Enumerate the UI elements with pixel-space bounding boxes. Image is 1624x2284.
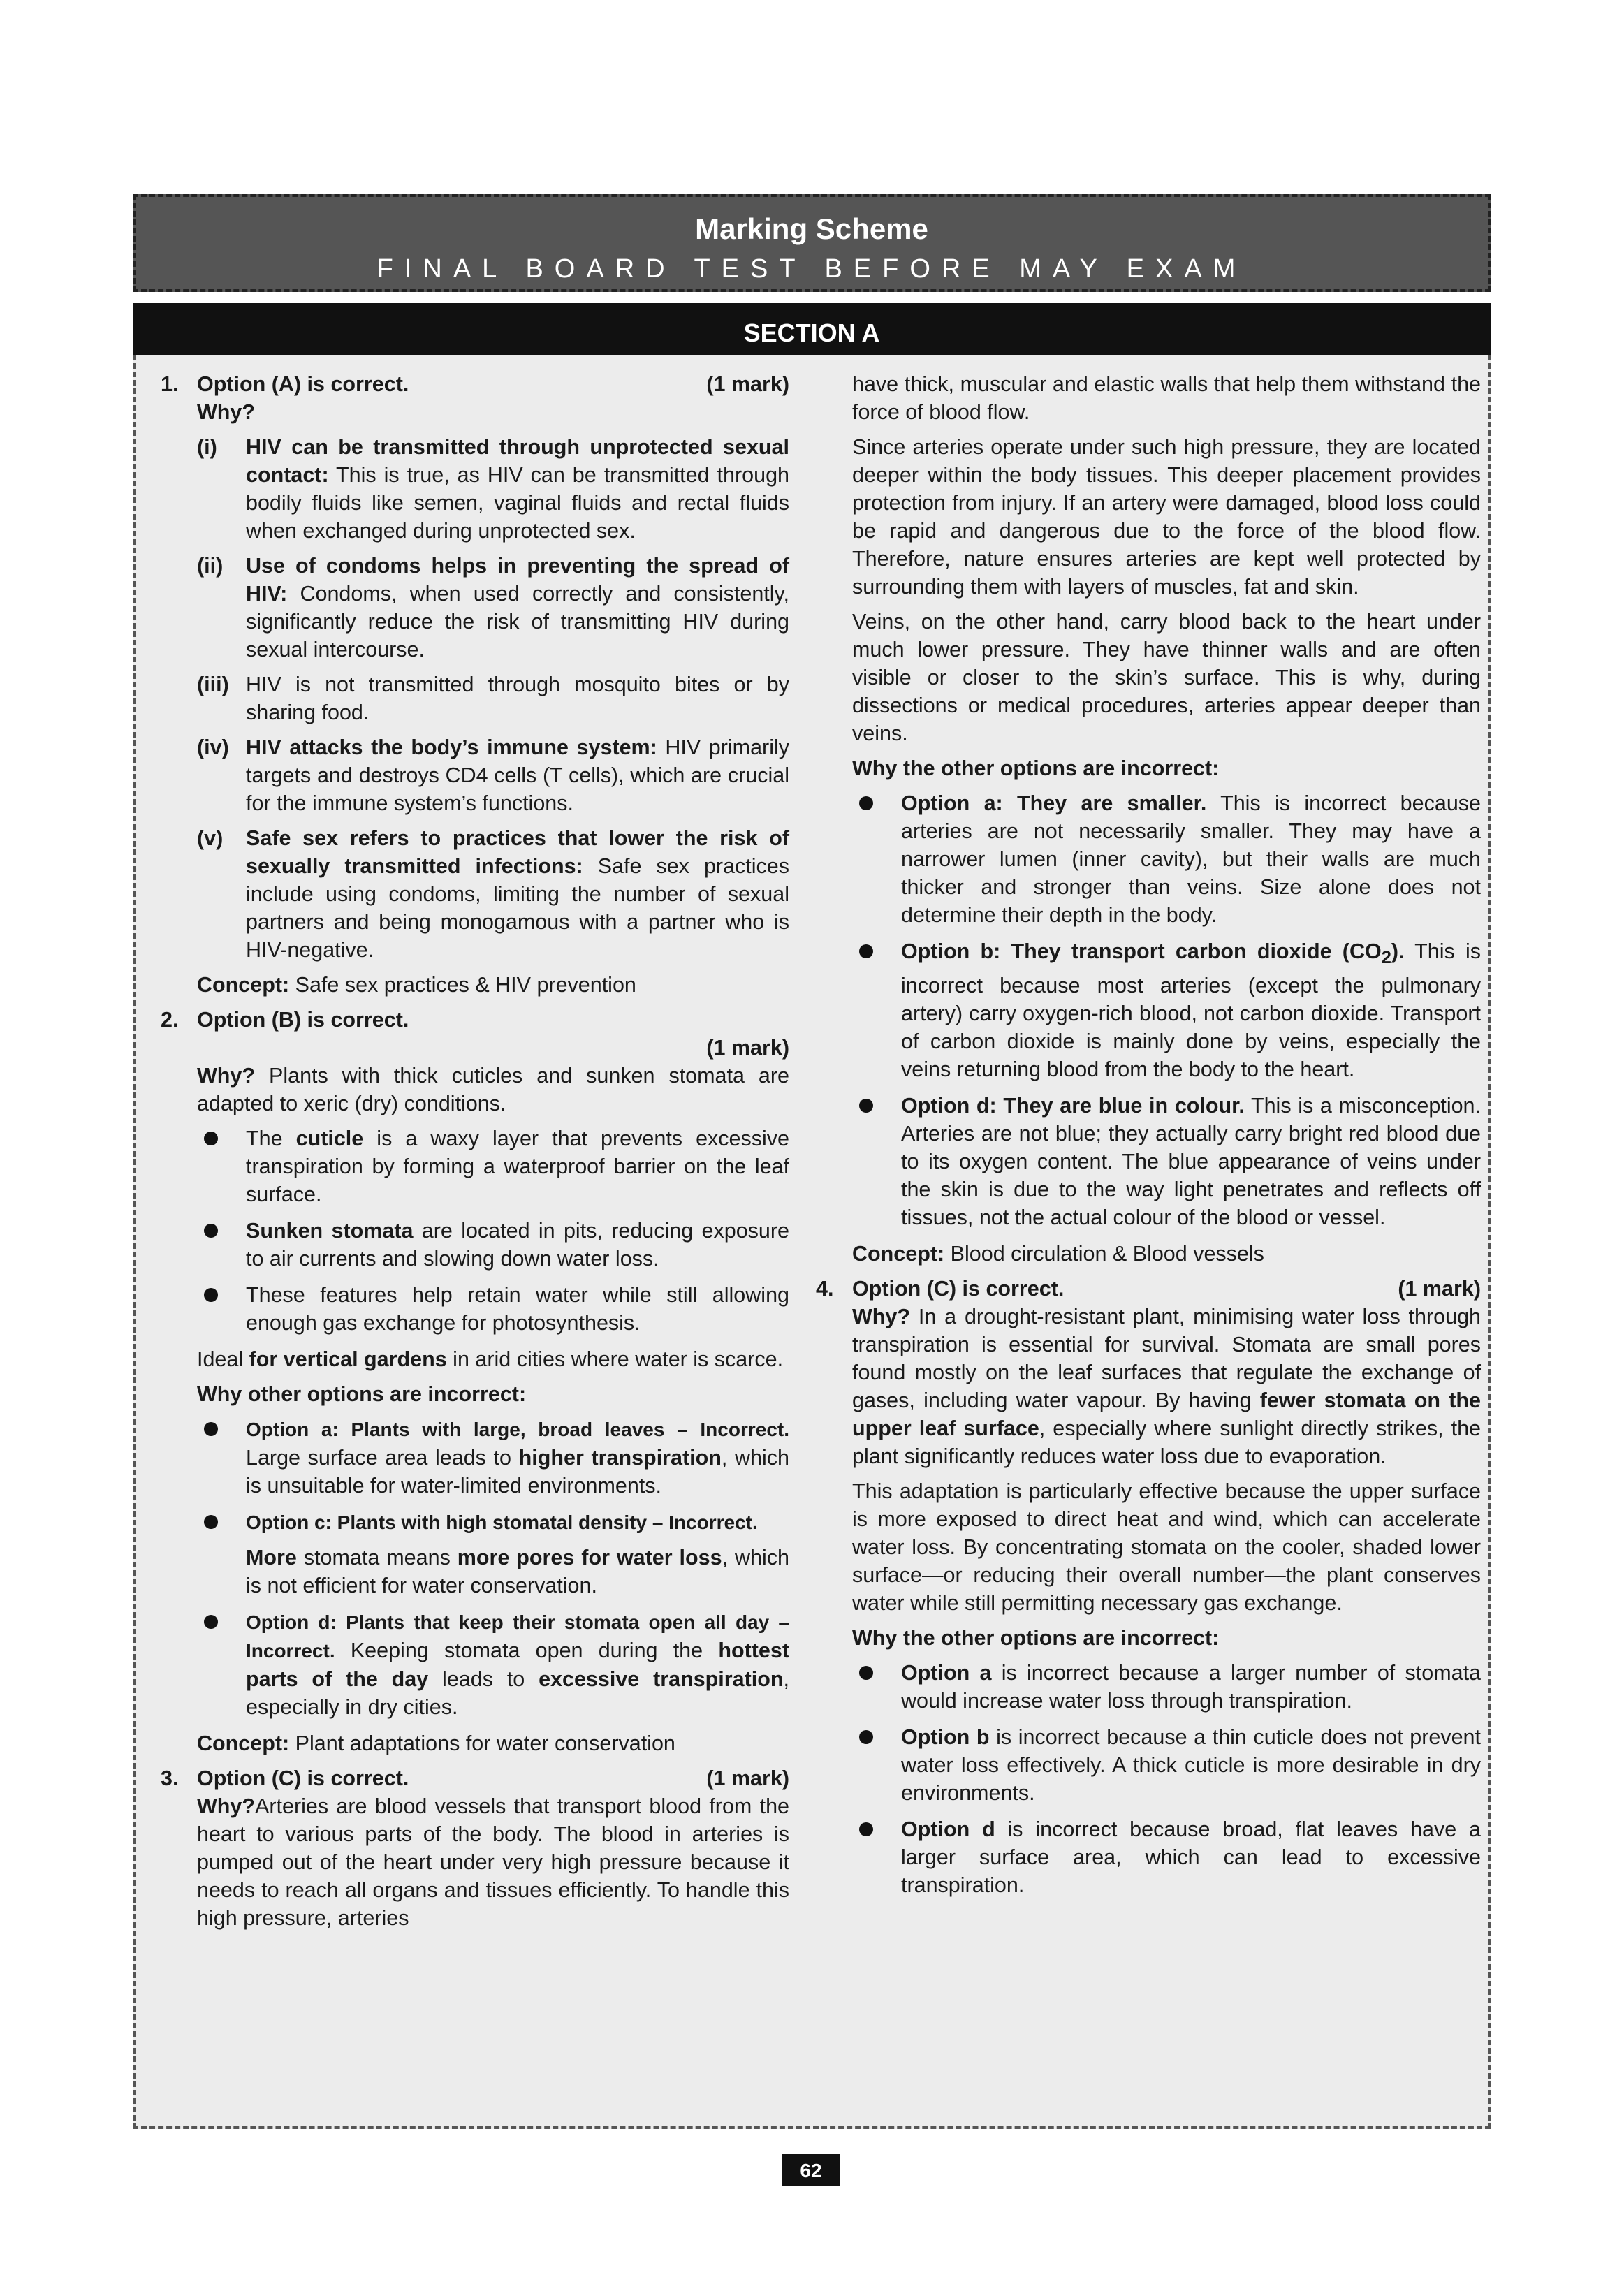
why-label: Why? (197, 1794, 256, 1818)
why-bold: fewer stomata on the upper leaf surface (852, 1389, 1481, 1441)
bullet-icon (859, 796, 873, 810)
why-paragraph (852, 1303, 1481, 1470)
bullet-item (197, 1125, 789, 1208)
question-head (197, 370, 789, 398)
answer-line: Option (A) is correct. (197, 372, 409, 396)
bullet-text: are located in pits, reducing exposure to air currents and slowing down water loss. (246, 1219, 789, 1271)
option-text: , especially in dry cities. (246, 1667, 789, 1719)
concept-text: Safe sex practices & HIV prevention (289, 973, 636, 997)
option-bold: Option b (901, 1725, 990, 1750)
bullet-icon (859, 1730, 873, 1744)
question-number: 4. (816, 1277, 834, 1301)
reason-bold: Safe sex refers to practices that lower the risk of sexually transmitted infections: (246, 826, 789, 878)
option-text: , which is unsuitable for water-limited environments. (246, 1446, 789, 1498)
option-text: This is incorrect because arteries are not necessarily smaller. They may have a narrower lumen (inner cavity), but their walls are much thicker and stronger than veins. Size alone does not determine their depth in the body. (901, 791, 1481, 927)
bullet-icon (204, 1288, 218, 1302)
bullet-icon (859, 944, 873, 958)
why-text: Plants with thick cuticles and sunken stomata are adapted to xeric (dry) conditions. (197, 1064, 789, 1115)
option-detail (246, 1544, 789, 1599)
mark-label: (1 mark) (706, 1766, 789, 1790)
bullet-item (852, 789, 1481, 929)
option-bold: Option b: They transport carbon dioxide (CO (901, 939, 1382, 963)
bullet-text: The (246, 1127, 296, 1150)
option-bold: ). (1391, 939, 1405, 963)
concept-line (197, 971, 789, 999)
reason-text: This is true, as HIV can be transmitted through bodily fluids like semen, vaginal fluids and rectal fluids when exchanged during unprotected sex. (246, 463, 789, 543)
question-number: 2. (161, 1008, 179, 1032)
option-text: This is a misconception. Arteries are not blue; they actually carry bright red blood due to its oxygen content. The blue appearance of veins under the skin is due to the way light penetrates and reflects off tissues, not the actual colour of the blood or vessel. (901, 1094, 1481, 1230)
section-title: SECTION A (133, 303, 1491, 355)
bullet-icon (204, 1422, 218, 1436)
why-text: In a drought-resistant plant, minimising water loss through transpiration is essential for survival. Stomata are small pores found mostly on the leaf surfaces that regulate the exchange of gases, including water vapour. By having (852, 1305, 1481, 1413)
why-paragraph (197, 1062, 789, 1118)
q3-paragraph: Since arteries operate under such high pressure, they are located deeper within the body tissues. This deeper placement provides protection from injury. If an artery were damaged, blood loss could be rapid and dangerous due to the force of the blood flow. Therefore, nature ensures arteries are kept well protected by surrounding them with layers of muscles, fat and skin. (852, 435, 1481, 599)
bullet-icon (204, 1224, 218, 1238)
option-bold: Option d: They are blue in colour. (901, 1094, 1245, 1118)
why-text: Arteries are blood vessels that transport blood from the heart to various parts of the body. The blood in arteries is pumped out of the heart under very high pressure because it needs to reach all organs and tissues efficiently. To handle this high pressure, arteries (197, 1794, 789, 1930)
question-number: 1. (161, 372, 179, 396)
header-title: Marking Scheme (695, 212, 928, 245)
option-bold: more pores for water loss (457, 1546, 722, 1569)
question-2 (161, 1006, 789, 1757)
why-label: Why? (197, 400, 256, 424)
option-text: is incorrect because a larger number of stomata would increase water loss through transpiration. (901, 1661, 1482, 1713)
bullet-item (197, 1608, 789, 1721)
ideal-text: in arid cities where water is scarce. (446, 1347, 784, 1371)
reason-text: HIV primarily targets and destroys CD4 cells (T cells), which are crucial for the immune system’s functions. (246, 735, 790, 815)
question-head (852, 1275, 1481, 1303)
reason-bold: HIV attacks the body’s immune system: (246, 735, 657, 759)
why-text: , especially where sunlight directly strikes, the plant significantly reduces water loss due to evaporation. (852, 1416, 1481, 1469)
mark-label: (1 mark) (1398, 1277, 1481, 1301)
q4-paragraph: This adaptation is particularly effective because the upper surface is more exposed to direct heat and wind, which can accelerate water loss. By concentrating stomata on the cooler, shaded lower surface—or reducing their overall number—the plant conserves water while still permitting necessary gas exchange. (852, 1479, 1481, 1616)
reason-text: Safe sex practices include using condoms, limiting the number of sexual partners and being monogamous with a partner who is HIV-negative. (246, 854, 789, 962)
option-bold: excessive transpiration (539, 1667, 784, 1691)
option-text: Large surface area leads to (246, 1446, 519, 1470)
left-column (161, 370, 789, 1939)
other-options-heading: Why the other options are incorrect: (852, 756, 1220, 780)
option-text: , which is not efficient for water conservation. (246, 1546, 789, 1597)
reason-item (197, 552, 789, 664)
reason-item (197, 671, 789, 726)
option-bold: Option d (901, 1817, 995, 1842)
bullet-icon (204, 1132, 218, 1145)
mark-label: (1 mark) (706, 372, 789, 396)
reason-number: (v) (197, 826, 224, 850)
bullet-item (852, 1659, 1481, 1715)
mark-label: (1 mark) (706, 1036, 789, 1060)
reason-item (197, 824, 789, 964)
reason-bold: HIV can be transmitted through unprotected sexual contact: (246, 435, 789, 487)
why-label: Why? (852, 1305, 911, 1329)
option-bold: higher transpiration (518, 1446, 722, 1470)
other-options-heading: Why the other options are incorrect: (852, 1626, 1220, 1650)
bullet-icon (859, 1099, 873, 1113)
concept-label: Concept: (197, 1732, 290, 1755)
bullet-item (852, 1092, 1481, 1231)
reason-item (197, 733, 789, 817)
option-bold: hottest parts of the day (246, 1639, 789, 1691)
bullet-icon (859, 1822, 873, 1836)
option-text: leads to (428, 1667, 539, 1691)
option-bold: Option d: Plants that keep their stomata open all day – Incorrect. (246, 1611, 789, 1662)
reason-bold: Use of condoms helps in preventing the spread of HIV: (246, 554, 789, 606)
bullet-bold: Sunken stomata (246, 1219, 414, 1243)
reason-number: (ii) (197, 554, 224, 578)
q3-paragraph: Veins, on the other hand, carry blood back to the heart under much lower pressure. They have thinner walls and are often visible or closer to the skin’s surface. This is why, during dissections or medical procedures, arteries appear deeper than veins. (852, 610, 1481, 745)
why-label: Why? (197, 1064, 256, 1088)
bullet-item (852, 937, 1481, 1083)
question-4 (816, 1275, 1481, 1899)
ideal-text: Ideal (197, 1347, 249, 1371)
question-head (197, 1764, 789, 1792)
bullet-item (852, 1815, 1481, 1899)
answer-line: Option (C) is correct. (197, 1766, 409, 1790)
bullet-item (197, 1217, 789, 1273)
page-header (133, 194, 1491, 292)
bullet-item (197, 1281, 789, 1337)
ideal-bold: for vertical gardens (249, 1347, 447, 1371)
question-number: 3. (161, 1766, 179, 1790)
concept-line (197, 1729, 789, 1757)
header-subtitle: FINAL BOARD TEST BEFORE MAY EXAM (376, 254, 1247, 284)
concept-line (852, 1240, 1481, 1268)
option-bold: Option a (901, 1661, 992, 1685)
concept-text: Plant adaptations for water conservation (289, 1732, 675, 1755)
bullet-text: is a waxy layer that prevents excessive transpiration by forming a waterproof barrier on the leaf surface. (246, 1127, 790, 1206)
question-3 (161, 1764, 789, 1932)
option-text: is incorrect because a thin cuticle does not prevent water loss effectively. A thick cuticle is more desirable in dry environments. (901, 1725, 1481, 1806)
bullet-item (197, 1508, 789, 1599)
bullet-icon (859, 1666, 873, 1680)
option-text: Keeping stomata open during the (335, 1639, 719, 1662)
option-bold: Option a: They are smaller. (901, 791, 1207, 815)
reason-item (197, 433, 789, 545)
bullet-icon (204, 1515, 218, 1529)
option-bold: Option a: Plants with large, broad leaves – Incorrect. (246, 1419, 789, 1440)
question-1 (161, 370, 789, 999)
reason-text: HIV is not transmitted through mosquito bites or by sharing food. (246, 673, 789, 724)
reason-number: (iv) (197, 735, 229, 759)
concept-label: Concept: (852, 1242, 945, 1266)
subscript: 2 (1381, 948, 1391, 968)
option-bold: More (246, 1546, 297, 1569)
concept-label: Concept: (197, 973, 290, 997)
option-text: is incorrect because broad, flat leaves have a larger surface area, which can lead to excessive transpiration. (901, 1817, 1481, 1898)
q3-continuation: have thick, muscular and elastic walls that help them withstand the force of blood flow. (852, 372, 1481, 424)
why-paragraph (197, 1792, 789, 1932)
answer-line: Option (B) is correct. (197, 1008, 409, 1032)
bullet-item (197, 1415, 789, 1500)
bullet-icon (204, 1615, 218, 1629)
bullet-bold: cuticle (295, 1127, 364, 1150)
right-column (816, 370, 1482, 1908)
reason-text: Condoms, when used correctly and consistently, significantly reduce the risk of transmitting HIV during sexual intercourse. (246, 582, 789, 661)
other-options-heading: Why other options are incorrect: (197, 1382, 527, 1406)
page-number: 62 (782, 2154, 840, 2186)
ideal-paragraph (197, 1345, 789, 1373)
answer-line: Option (C) is correct. (852, 1277, 1065, 1301)
reason-number: (iii) (197, 673, 229, 696)
option-text: stomata means (296, 1546, 458, 1569)
option-text: This is incorrect because most arteries (except the pulmonary artery) carry oxygen-rich blood, not carbon dioxide. Transport of carbon dioxide is mainly done by veins, especially the veins returning blood from the body to the heart. (901, 939, 1481, 1082)
bullet-text: These features help retain water while still allowing enough gas exchange for photosynthesis. (246, 1283, 789, 1335)
option-bold: Option c: Plants with high stomatal density – Incorrect. (246, 1511, 758, 1533)
concept-text: Blood circulation & Blood vessels (944, 1242, 1264, 1266)
reason-number: (i) (197, 435, 217, 459)
bullet-item (852, 1723, 1481, 1807)
